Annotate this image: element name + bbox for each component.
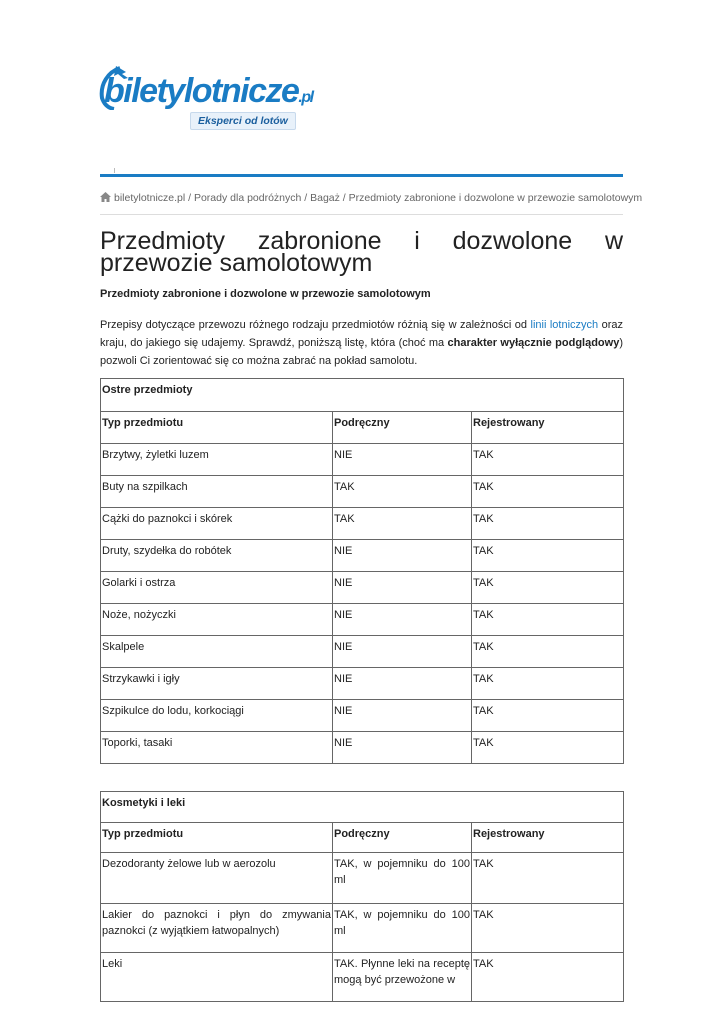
item-name: Buty na szpilkach [101,476,333,508]
checked-value: TAK [472,572,624,604]
article-subtitle: Przedmioty zabronione i dozwolone w przewozie samolotowym [100,288,431,300]
table-row [101,700,624,732]
checked-value: TAK [472,604,624,636]
item-name: Skalpele [101,636,333,668]
table-row [101,476,624,508]
carry-on-value: NIE [333,668,472,700]
logo-word-bilety: bilety [104,72,184,110]
logo-word-lotnicze: lotnicze [183,72,299,110]
item-name: Toporki, tasaki [101,732,333,764]
carry-on-value: TAK, w pojemniku do 100 ml [333,904,472,953]
table-row [101,572,624,604]
logo-wordmark [104,72,313,111]
breadcrumb [100,192,643,204]
item-name: Druty, szydełka do robótek [101,540,333,572]
checked-value: TAK [472,953,624,1002]
table-row [101,444,624,476]
table-row [101,732,624,764]
checked-value: TAK [472,508,624,540]
column-header-carry-on: Podręczny [333,823,472,853]
item-name: Leki [101,953,333,1002]
item-name: Cążki do paznokci i skórek [101,508,333,540]
breadcrumb-divider [100,214,623,215]
carry-on-value: NIE [333,444,472,476]
intro-paragraph [100,316,623,370]
logo-tld: .pl [298,89,313,106]
carry-on-value: NIE [333,700,472,732]
item-name: Szpikulce do lodu, korkociągi [101,700,333,732]
item-name: Dezodoranty żelowe lub w aerozolu [101,853,333,904]
site-logo[interactable] [98,58,313,138]
carry-on-value: TAK [333,476,472,508]
table-caption: Kosmetyki i leki [101,792,624,823]
logo-tagline: Eksperci od lotów [190,112,296,130]
checked-value: TAK [472,700,624,732]
column-header-type: Typ przedmiotu [101,823,333,853]
divider-mark [114,168,115,173]
checked-value: TAK [472,904,624,953]
table-row [101,953,624,1002]
page-title: Przedmioty zabronione i dozwolone w przewozie samolotowym [100,227,623,277]
checked-value: TAK [472,540,624,572]
carry-on-value: NIE [333,636,472,668]
table-caption: Ostre przedmioty [101,379,624,412]
carry-on-value: NIE [333,572,472,604]
intro-text-3: ) pozwoli Ci zorientować się co można zabrać na pokład samolotu. [100,337,623,367]
item-name: Strzykawki i igły [101,668,333,700]
checked-value: TAK [472,853,624,904]
intro-text-1: Przepisy dotyczące przewozu różnego rodzaju przedmiotów różnią się w zależności od [100,319,531,331]
item-name: Noże, nożyczki [101,604,333,636]
carry-on-value: TAK, w pojemniku do 100 ml [333,853,472,904]
airlines-link[interactable]: linii lotniczych [530,319,599,331]
item-name: Lakier do paznokci i płyn do zmywania paznokci (z wyjątkiem łatwopalnych) [101,904,333,953]
table-row [101,540,624,572]
intro-text-2: oraz kraju, do jakiego się udajemy. Sprawdź, poniższą listę, która (choć ma [100,319,623,349]
checked-value: TAK [472,636,624,668]
home-icon[interactable] [100,192,111,202]
carry-on-value: TAK. Płynne leki na receptę mogą być przewożone w [333,953,472,1002]
table-row [101,636,624,668]
table-row [101,604,624,636]
table-row [101,904,624,953]
cosmetics-medicine-table [100,791,624,1002]
intro-bold-text: charakter wyłącznie podglądowy [447,337,620,349]
checked-value: TAK [472,668,624,700]
sharp-items-table [100,378,624,764]
column-header-checked: Rejestrowany [472,412,624,444]
checked-value: TAK [472,444,624,476]
item-name: Golarki i ostrza [101,572,333,604]
carry-on-value: NIE [333,540,472,572]
header-divider [100,174,623,177]
carry-on-value: NIE [333,604,472,636]
table-row [101,508,624,540]
carry-on-value: TAK [333,508,472,540]
checked-value: TAK [472,732,624,764]
table-row [101,853,624,904]
column-header-type: Typ przedmiotu [101,412,333,444]
column-header-checked: Rejestrowany [472,823,624,853]
checked-value: TAK [472,476,624,508]
item-name: Brzytwy, żyletki luzem [101,444,333,476]
column-header-carry-on: Podręczny [333,412,472,444]
carry-on-value: NIE [333,732,472,764]
table-row [101,668,624,700]
breadcrumb-text[interactable]: biletylotnicze.pl / Porady dla podróżnych / Bagaż / Przedmioty zabronione i dozwolone w przewozie samolotowym [114,192,643,204]
